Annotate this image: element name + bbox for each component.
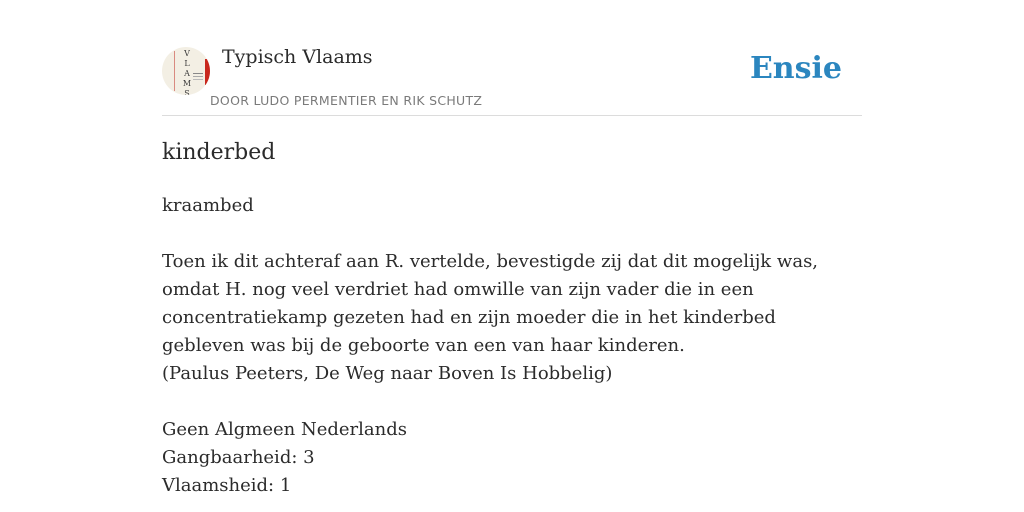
entry-content <box>162 192 862 500</box>
book-title-link[interactable]: Typisch Vlaams <box>222 46 373 68</box>
cover-lettering: V L A M S <box>182 49 192 95</box>
entry-meta-line: Geen Algmeen Nederlands <box>162 419 407 440</box>
cover-small-print <box>193 73 203 74</box>
cover-decoration-line <box>174 51 175 91</box>
entry-meta-gangbaarheid: Gangbaarheid: 3 <box>162 447 315 468</box>
entry-quote-source: (Paulus Peeters, De Weg naar Boven Is Hobbelig) <box>162 363 613 384</box>
spacer <box>162 220 862 248</box>
book-cover-image[interactable] <box>162 47 210 95</box>
book-authors: DOOR LUDO PERMENTIER EN RIK SCHUTZ <box>210 93 483 108</box>
entry-meta-vlaamsheid: Vlaamsheid: 1 <box>162 475 292 496</box>
entry-quote: Toen ik dit achteraf aan R. vertelde, bevestigde zij dat dit mogelijk was, omdat H. nog veel verdriet had omwille van zijn vader die in een concentratiekamp gezeten had en zijn moeder die in het kinderbed gebleven was bij de geboorte van een van haar kinderen. <box>162 251 819 356</box>
entry-word: kinderbed <box>162 140 276 165</box>
entry-definition: kraambed <box>162 195 254 216</box>
cover-red-stripe <box>205 59 210 85</box>
ensie-logo-link[interactable]: Ensie <box>749 51 842 86</box>
page <box>162 0 862 496</box>
header <box>162 0 862 116</box>
spacer <box>162 388 862 416</box>
